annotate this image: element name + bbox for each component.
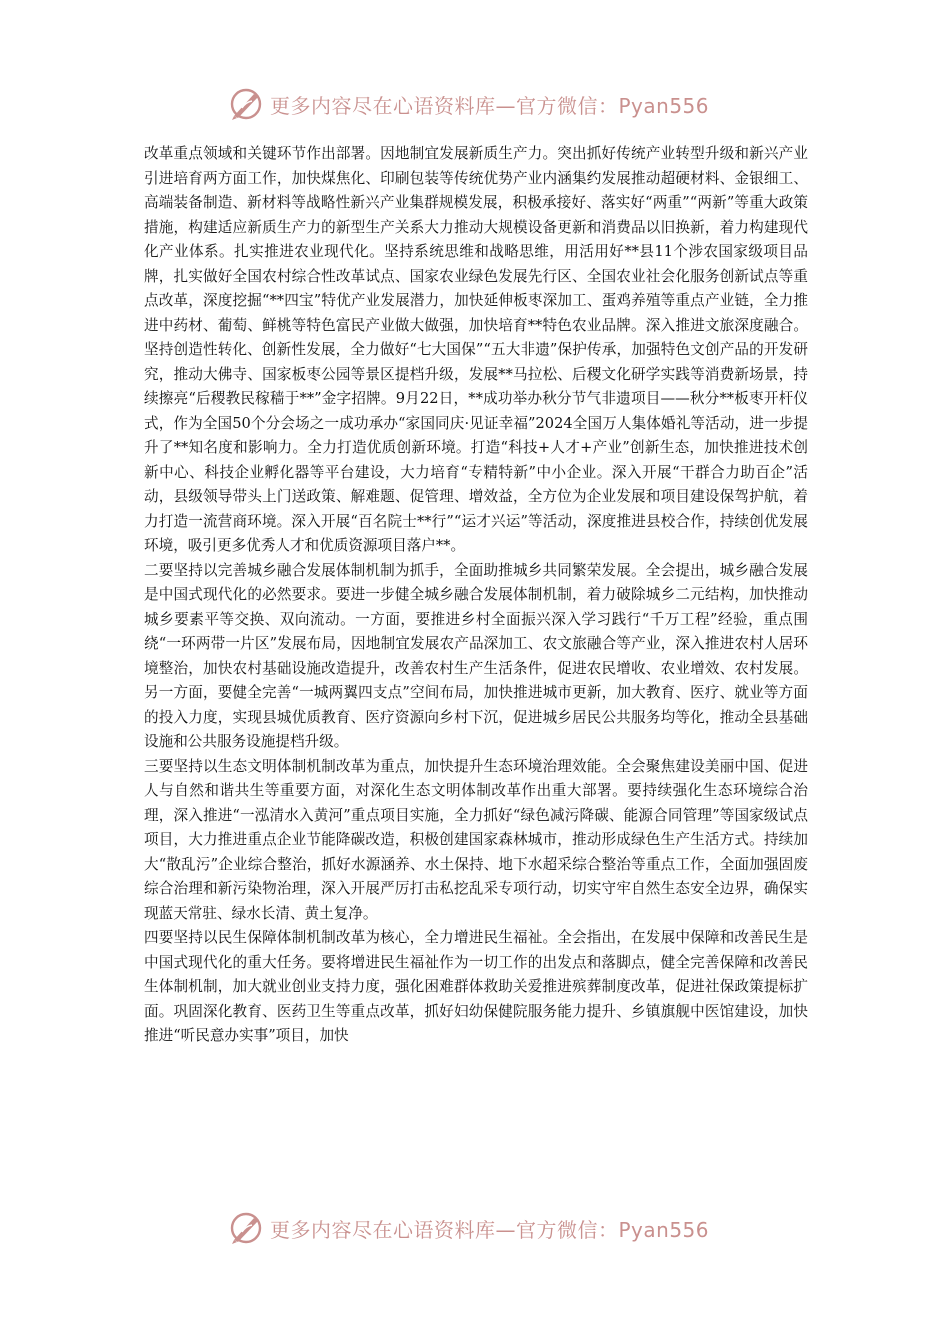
watermark-text: 更多内容尽在心语资料库—官方微信：Pyan556: [270, 93, 710, 118]
pen-circle-logo-icon: [228, 1210, 264, 1246]
paragraph: 二要坚持以完善城乡融合发展体制机制为抓手，全面助推城乡共同繁荣发展。全会提出，城乡融合发展是中国式现代化的必然要求。要进一步健全城乡融合发展体制机制，着力破除城乡二元结构，加快推动城乡要素平等交换、双向流动。一方面，要推进乡村全面振兴深入学习践行“千万工程”经验，重点围绕“一环两带一片区”发展布局，因地制宜发展农产品深加工、农文旅融合等产业，深入推进农村人居环境整治，加快农村基础设施改造提升，改善农村生产生活条件，促进农民增收、农业增效、农村发展。另一方面，要健全完善“一城两翼四支点”空间布局，加快推进城市更新，加大教育、医疗、就业等方面的投入力度，实现县城优质教育、医疗资源向乡村下沉，促进城乡居民公共服务均等化，推动全县基础设施和公共服务设施提档升级。: [144, 561, 808, 750]
paragraph: 三要坚持以生态文明体制机制改革为重点，加快提升生态环境治理效能。全会聚焦建设美丽中国、促进人与自然和谐共生等重要方面，对深化生态文明体制改革作出重大部署。要持续强化生态环境综合治理，深入推进“一泓清水入黄河”重点项目实施，全力抓好“绿色减污降碳、能源合同管理”等国家级试点项目，大力推进重点企业节能降碳改造，积极创建国家森林城市，推动形成绿色生产生活方式。持续加大“散乱污”企业综合整治，抓好水源涵养、水土保持、地下水超采综合整治等重点工作，全面加强固废综合治理和新污染物治理，深入开展严厉打击私挖乱采专项行动，切实守牢自然生态安全边界，确保实现蓝天常驻、绿水长清、黄土复净。: [144, 757, 808, 922]
document-body: [144, 142, 808, 1049]
pen-circle-logo-icon: [228, 86, 264, 122]
watermark-text: 更多内容尽在心语资料库—官方微信：Pyan556: [270, 1217, 710, 1242]
paragraph: 改革重点领域和关键环节作出部署。因地制宜发展新质生产力。突出抓好传统产业转型升级和新兴产业引进培育两方面工作，加快煤焦化、印刷包装等传统优势产业内涵集约发展推动超硬材料、金银细工、高端装备制造、新材料等战略性新兴产业集群规模发展，积极承接好、落实好“两重”“两新”等重大政策措施，构建适应新质生产力的新型生产关系大力推动大规模设备更新和消费品以旧换新，着力构建现代化产业体系。扎实推进农业现代化。坚持系统思维和战略思维，用活用好**县11个涉农国家级项目品牌，扎实做好全国农村综合性改革试点、国家农业绿色发展先行区、全国农业社会化服务创新试点等重点改革，深度挖掘“**四宝”特优产业发展潜力，加快延伸板枣深加工、蛋鸡养殖等重点产业链，全力推进中药材、葡萄、鲜桃等特色富民产业做大做强，加快培育**特色农业品牌。深入推进文旅深度融合。坚持创造性转化、创新性发展，全力做好“七大国保”“五大非遗”保护传承，加强特色文创产品的开发研究，推动大佛寺、国家板枣公园等景区提档升级，发展**马拉松、后稷文化研学实践等消费新场景，持续擦亮“后稷教民稼穑于**”金字招牌。9月22日，**成功举办秋分节气非遗项目——秋分**板枣开杆仪式，作为全国50个分会场之一成功承办“家国同庆·见证幸福”2024全国万人集体婚礼等活动，进一步提升了**知名度和影响力。全力打造优质创新环境。打造“科技+人才+产业”创新生态，加快推进技术创新中心、科技企业孵化器等平台建设，大力培育“专精特新”中小企业。深入开展“干群合力助百企”活动，县级领导带头上门送政策、解难题、促管理、增效益，全方位为企业发展和项目建设保驾护航，着力打造一流营商环境。深入开展“百名院士**行”“运才兴运”等活动，深度推进县校合作，持续创优发展环境，吸引更多优秀人才和优质资源项目落户**。: [144, 145, 808, 554]
footer-watermark-banner: [228, 1208, 709, 1248]
paragraph: 四要坚持以民生保障体制机制改革为核心，全力增进民生福祉。全会指出，在发展中保障和改善民生是中国式现代化的重大任务。要将增进民生福祉作为一切工作的出发点和落脚点，健全完善保障和改善民生体制机制，加大就业创业支持力度，强化困难群体救助关爱推进殡葬制度改革，促进社保政策提标扩面。巩固深化教育、医药卫生等重点改革，抓好妇幼保健院服务能力提升、乡镇旗舰中医馆建设，加快推进“听民意办实事”项目，加快: [144, 929, 808, 1044]
header-watermark-banner: [228, 84, 709, 124]
